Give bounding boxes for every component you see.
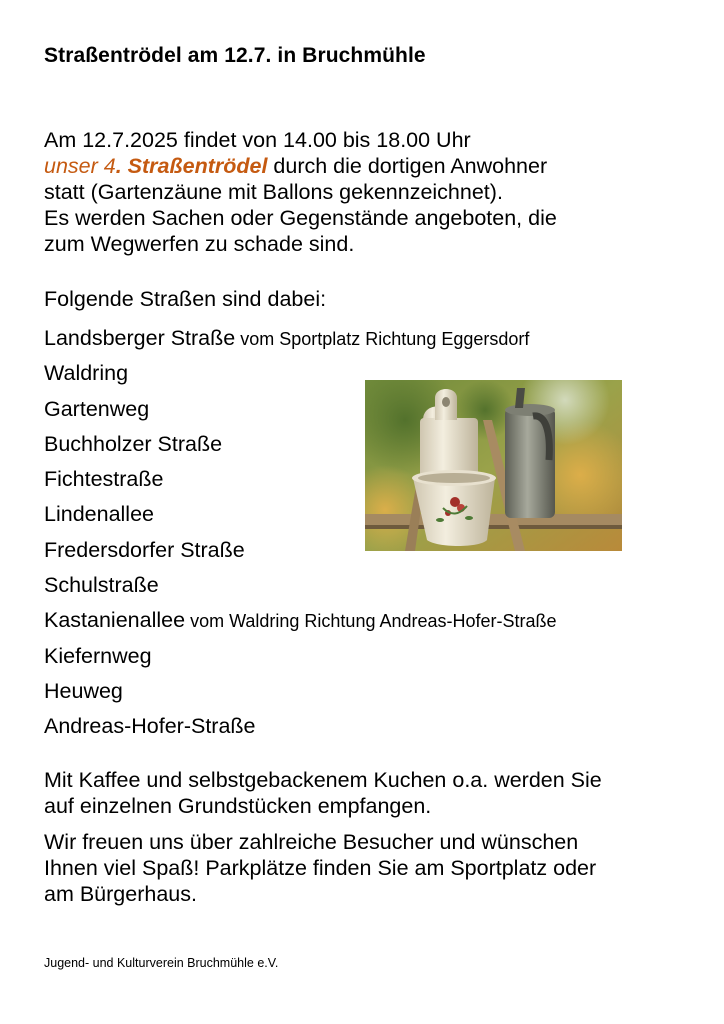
street-item (44, 709, 557, 744)
event-name: . Straßentrödel (115, 154, 268, 178)
closing-p2-line-2: Ihnen viel Spaß! Parkplätze finden Sie am Sportplatz oder (44, 856, 597, 880)
page-title: Straßentrödel am 12.7. in Bruchmühle (44, 44, 426, 67)
intro-line-3: statt (Gartenzäune mit Ballons gekennzeichnet). (44, 180, 503, 204)
street-name: Heuweg (44, 678, 123, 703)
street-name: Fichtestraße (44, 467, 164, 492)
closing-p1-line-1: Mit Kaffee und selbstgebackenem Kuchen o.a. werden Sie (44, 768, 602, 792)
street-name: Fredersdorfer Straße (44, 537, 245, 562)
closing-text (44, 767, 704, 907)
intro-line-4: Es werden Sachen oder Gegenstände angeboten, die (44, 206, 557, 230)
intro-line-2 (44, 153, 704, 179)
street-name: Gartenweg (44, 396, 150, 421)
street-name: Lindenallee (44, 502, 154, 527)
street-name: Andreas-Hofer-Straße (44, 714, 256, 739)
closing-paragraph-welcome (44, 829, 704, 907)
street-item (44, 321, 557, 356)
street-name: Buchholzer Straße (44, 431, 223, 456)
street-item (44, 568, 557, 603)
street-item (44, 639, 557, 674)
edition-number: unser 4 (44, 154, 116, 178)
intro-line-1: Am 12.7.2025 findet von 14.00 bis 18.00 Uhr (44, 128, 471, 152)
street-note: vom Sportplatz Richtung Eggersdorf (235, 329, 530, 349)
street-name: Kiefernweg (44, 643, 152, 668)
street-note: vom Waldring Richtung Andreas-Hofer-Straße (185, 611, 557, 632)
street-name: Schulstraße (44, 573, 159, 598)
street-name: Landsberger Straße (44, 326, 236, 350)
closing-p2-line-3: am Bürgerhaus. (44, 882, 197, 906)
closing-p1-line-2: auf einzelnen Grundstücken empfangen. (44, 794, 432, 818)
closing-p2-line-1: Wir freuen uns über zahlreiche Besucher und wünschen (44, 830, 579, 854)
streets-heading: Folgende Straßen sind dabei: (44, 287, 327, 311)
intro-paragraph (44, 127, 704, 257)
footer-organization: Jugend- und Kulturverein Bruchmühle e.V. (44, 956, 279, 970)
flea-market-photo (365, 380, 622, 551)
street-name: Kastanienallee (44, 608, 186, 633)
street-item (44, 674, 557, 709)
street-item (44, 603, 557, 638)
closing-paragraph-coffee (44, 767, 704, 819)
street-name: Waldring (44, 361, 129, 386)
intro-line-2-rest: durch die dortigen Anwohner (267, 154, 548, 178)
intro-line-5: zum Wegwerfen zu schade sind. (44, 232, 355, 256)
